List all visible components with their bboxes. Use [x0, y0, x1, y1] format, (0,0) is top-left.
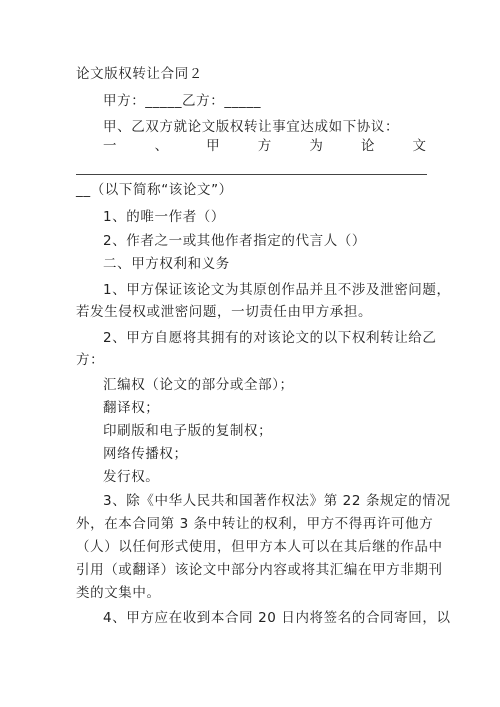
choice-sole-author: 1、的唯一作者（） — [103, 209, 225, 225]
heading-char: 方 — [257, 138, 272, 154]
party-line: 甲方：_____乙方：_____ — [103, 93, 262, 109]
heading-char: 文 — [412, 138, 426, 154]
paragraph-line: （人）以任何形式使用，但甲方本人可以在其后继的作品中 — [76, 539, 443, 555]
right-item: 印刷版和电子版的复制权； — [103, 423, 273, 439]
right-item: 网络传播权； — [103, 446, 188, 462]
heading-char: 甲 — [206, 138, 220, 154]
paragraph-line: 2、甲方自愿将其拥有的对该论文的以下权利转让给乙 — [103, 330, 437, 346]
agreement-intro: 甲、乙双方就论文版权转让事宜达成如下协议： — [103, 119, 400, 135]
right-item: 汇编权（论文的部分或全部）； — [103, 377, 294, 393]
heading-char: 论 — [360, 138, 375, 154]
choice-representative: 2、作者之一或其他作者指定的代言人（） — [103, 233, 366, 249]
paragraph-line: 4、甲方应在收到本合同 20 日内将签名的合同寄回，以 — [103, 610, 451, 626]
paragraph-line: 方： — [76, 352, 105, 368]
section2-heading: 二、甲方权利和义务 — [103, 256, 230, 272]
document-title: 论文版权转让合同２ — [76, 66, 203, 82]
paragraph-line: 类的文集中。 — [76, 585, 161, 601]
heading-char: 、 — [154, 138, 169, 154]
paragraph-line: 引用（或翻译）该论文中部分内容或将其汇编在甲方非期刊 — [76, 562, 443, 578]
right-item: 翻译权； — [103, 400, 160, 416]
paragraph-line: 若发生侵权或泄密问题，一切责任由甲方承担。 — [76, 304, 373, 320]
right-item: 发行权。 — [103, 469, 160, 485]
paragraph-line: 1、甲方保证该论文为其原创作品并且不涉及泄密问题， — [103, 282, 451, 298]
section1-heading — [103, 136, 426, 156]
named-line: __（以下简称“该论文”） — [76, 182, 233, 198]
fill-in-underline — [76, 174, 427, 175]
paragraph-line: 3、除《中华人民共和国著作权法》第 22 条规定的情况 — [103, 493, 451, 509]
paragraph-line: 外，在本合同第 3 条中转让的权利，甲方不得再许可他方 — [76, 516, 434, 532]
heading-char: 为 — [309, 138, 323, 154]
heading-char: 一 — [103, 138, 117, 154]
